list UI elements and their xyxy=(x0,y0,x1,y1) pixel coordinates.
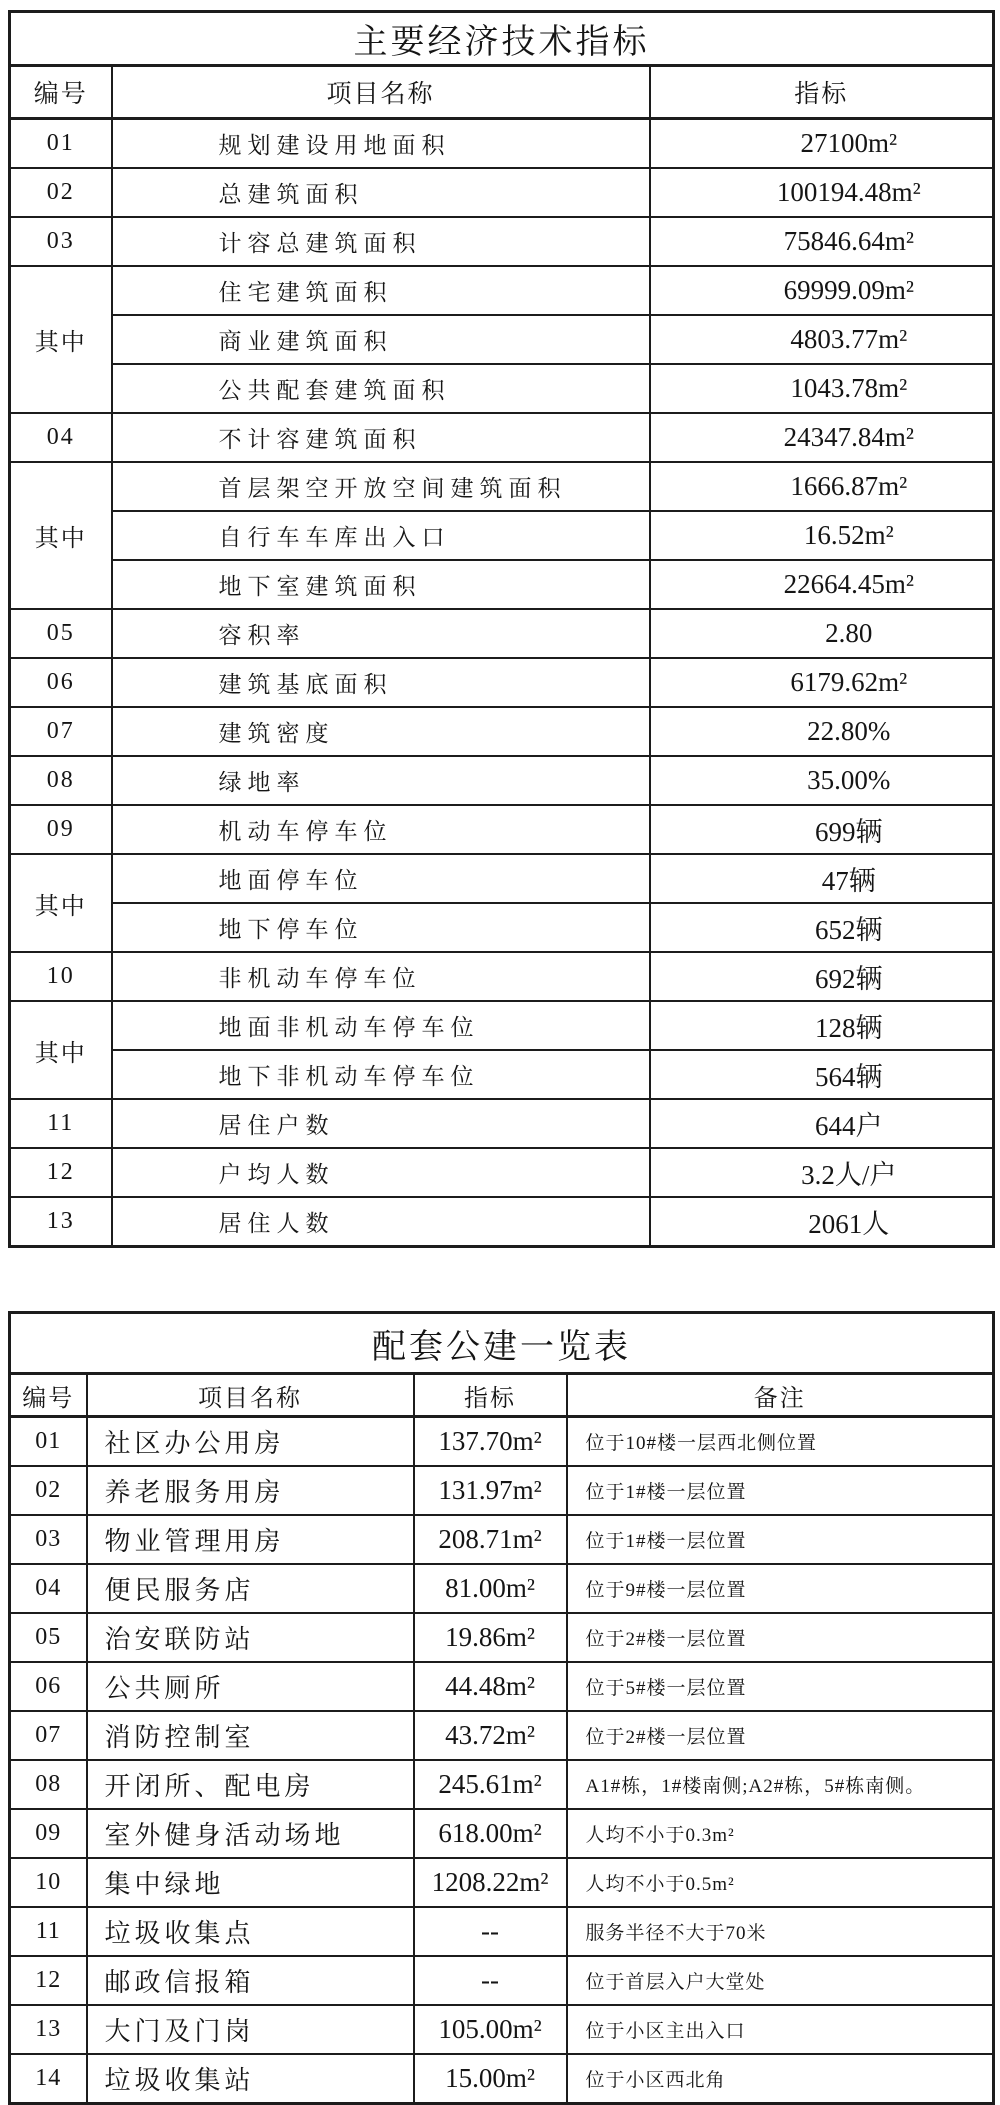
value-cell: 245.61m² xyxy=(414,1760,567,1809)
value-cell: 24347.84m² xyxy=(650,413,994,462)
item-name-cell: 开闭所、配电房 xyxy=(87,1760,414,1809)
row-number-cell: 02 xyxy=(10,1466,87,1515)
table-row xyxy=(10,1466,994,1515)
value-cell: 1666.87m² xyxy=(650,462,994,511)
row-number-cell: 08 xyxy=(10,1760,87,1809)
table-row xyxy=(10,1197,994,1247)
row-number-cell: 09 xyxy=(10,1809,87,1858)
column-header-name: 项目名称 xyxy=(87,1374,414,1417)
table-row xyxy=(10,1099,994,1148)
item-name-cell: 地下停车位 xyxy=(112,903,650,952)
main-indicators-table xyxy=(8,10,995,1248)
item-name-cell: 住宅建筑面积 xyxy=(112,266,650,315)
value-cell: 618.00m² xyxy=(414,1809,567,1858)
item-name-cell: 绿地率 xyxy=(112,756,650,805)
value-cell: 22664.45m² xyxy=(650,560,994,609)
column-header-value: 指标 xyxy=(414,1374,567,1417)
row-number-cell: 其中 xyxy=(10,266,112,413)
value-cell: 564辆 xyxy=(650,1050,994,1099)
table-row xyxy=(10,1417,994,1467)
item-name-cell: 非机动车停车位 xyxy=(112,952,650,1001)
remark-cell: 位于小区西北角 xyxy=(567,2054,994,2104)
value-cell: 81.00m² xyxy=(414,1564,567,1613)
value-cell: 47辆 xyxy=(650,854,994,903)
table-header-row xyxy=(10,1374,994,1417)
value-cell: 1043.78m² xyxy=(650,364,994,413)
value-cell: 131.97m² xyxy=(414,1466,567,1515)
table-row xyxy=(10,1711,994,1760)
item-name-cell: 治安联防站 xyxy=(87,1613,414,1662)
table-row xyxy=(10,1907,994,1956)
table-row xyxy=(10,854,994,903)
table-row xyxy=(10,511,994,560)
table-row xyxy=(10,903,994,952)
item-name-cell: 公共厕所 xyxy=(87,1662,414,1711)
table-row xyxy=(10,1858,994,1907)
remark-cell: 位于2#楼一层位置 xyxy=(567,1613,994,1662)
remark-cell: 位于10#楼一层西北侧位置 xyxy=(567,1417,994,1467)
item-name-cell: 总建筑面积 xyxy=(112,168,650,217)
value-cell: -- xyxy=(414,1907,567,1956)
remark-cell: 位于2#楼一层位置 xyxy=(567,1711,994,1760)
row-number-cell: 11 xyxy=(10,1099,112,1148)
value-cell: 208.71m² xyxy=(414,1515,567,1564)
value-cell: 2.80 xyxy=(650,609,994,658)
value-cell: 137.70m² xyxy=(414,1417,567,1467)
table-header-row xyxy=(10,66,994,119)
table-row xyxy=(10,1809,994,1858)
item-name-cell: 地下非机动车停车位 xyxy=(112,1050,650,1099)
item-name-cell: 社区办公用房 xyxy=(87,1417,414,1467)
remark-cell: 人均不小于0.5m² xyxy=(567,1858,994,1907)
item-name-cell: 地面非机动车停车位 xyxy=(112,1001,650,1050)
item-name-cell: 计容总建筑面积 xyxy=(112,217,650,266)
row-number-cell: 13 xyxy=(10,2005,87,2054)
value-cell: 69999.09m² xyxy=(650,266,994,315)
row-number-cell: 07 xyxy=(10,707,112,756)
table-row xyxy=(10,1564,994,1613)
column-header-no: 编号 xyxy=(10,66,112,119)
table-row xyxy=(10,2005,994,2054)
row-number-cell: 12 xyxy=(10,1148,112,1197)
value-cell: 4803.77m² xyxy=(650,315,994,364)
row-number-cell: 01 xyxy=(10,1417,87,1467)
value-cell: 19.86m² xyxy=(414,1613,567,1662)
table-row xyxy=(10,266,994,315)
table-row xyxy=(10,1613,994,1662)
column-header-remark: 备注 xyxy=(567,1374,994,1417)
column-header-no: 编号 xyxy=(10,1374,87,1417)
row-number-cell: 12 xyxy=(10,1956,87,2005)
table-row xyxy=(10,1050,994,1099)
table1-title: 主要经济技术指标 xyxy=(10,12,994,66)
item-name-cell: 养老服务用房 xyxy=(87,1466,414,1515)
public-facilities-table xyxy=(8,1311,995,2105)
row-number-cell: 03 xyxy=(10,1515,87,1564)
table-row xyxy=(10,364,994,413)
row-number-cell: 09 xyxy=(10,805,112,854)
row-number-cell: 其中 xyxy=(10,462,112,609)
row-number-cell: 04 xyxy=(10,1564,87,1613)
item-name-cell: 建筑密度 xyxy=(112,707,650,756)
item-name-cell: 规划建设用地面积 xyxy=(112,119,650,169)
remark-cell: 位于小区主出入口 xyxy=(567,2005,994,2054)
item-name-cell: 垃圾收集站 xyxy=(87,2054,414,2104)
value-cell: 644户 xyxy=(650,1099,994,1148)
item-name-cell: 大门及门岗 xyxy=(87,2005,414,2054)
item-name-cell: 居住户数 xyxy=(112,1099,650,1148)
value-cell: 128辆 xyxy=(650,1001,994,1050)
row-number-cell: 13 xyxy=(10,1197,112,1247)
item-name-cell: 建筑基底面积 xyxy=(112,658,650,707)
value-cell: 15.00m² xyxy=(414,2054,567,2104)
value-cell: 6179.62m² xyxy=(650,658,994,707)
value-cell: 75846.64m² xyxy=(650,217,994,266)
table-row xyxy=(10,1760,994,1809)
table-row xyxy=(10,707,994,756)
table-row xyxy=(10,413,994,462)
table-title-row xyxy=(10,1313,994,1374)
table-row xyxy=(10,119,994,169)
remark-cell: 位于9#楼一层位置 xyxy=(567,1564,994,1613)
row-number-cell: 05 xyxy=(10,1613,87,1662)
item-name-cell: 自行车车库出入口 xyxy=(112,511,650,560)
remark-cell: 位于1#楼一层位置 xyxy=(567,1466,994,1515)
value-cell: 652辆 xyxy=(650,903,994,952)
row-number-cell: 10 xyxy=(10,952,112,1001)
table-row xyxy=(10,1001,994,1050)
remark-cell: 位于首层入户大堂处 xyxy=(567,1956,994,2005)
table-row xyxy=(10,462,994,511)
column-header-name: 项目名称 xyxy=(112,66,650,119)
item-name-cell: 消防控制室 xyxy=(87,1711,414,1760)
table-row xyxy=(10,168,994,217)
table-row xyxy=(10,805,994,854)
remark-cell: 位于5#楼一层位置 xyxy=(567,1662,994,1711)
table-row xyxy=(10,560,994,609)
item-name-cell: 地面停车位 xyxy=(112,854,650,903)
table-row xyxy=(10,952,994,1001)
item-name-cell: 容积率 xyxy=(112,609,650,658)
value-cell: 100194.48m² xyxy=(650,168,994,217)
row-number-cell: 14 xyxy=(10,2054,87,2104)
item-name-cell: 机动车停车位 xyxy=(112,805,650,854)
value-cell: 43.72m² xyxy=(414,1711,567,1760)
item-name-cell: 物业管理用房 xyxy=(87,1515,414,1564)
row-number-cell: 03 xyxy=(10,217,112,266)
item-name-cell: 垃圾收集点 xyxy=(87,1907,414,1956)
table-row xyxy=(10,2054,994,2104)
value-cell: 44.48m² xyxy=(414,1662,567,1711)
table-row xyxy=(10,609,994,658)
row-number-cell: 其中 xyxy=(10,854,112,952)
remark-cell: A1#栋，1#楼南侧;A2#栋，5#栋南侧。 xyxy=(567,1760,994,1809)
item-name-cell: 户均人数 xyxy=(112,1148,650,1197)
item-name-cell: 公共配套建筑面积 xyxy=(112,364,650,413)
remark-cell: 位于1#楼一层位置 xyxy=(567,1515,994,1564)
row-number-cell: 06 xyxy=(10,658,112,707)
value-cell: 2061人 xyxy=(650,1197,994,1247)
row-number-cell: 02 xyxy=(10,168,112,217)
value-cell: 105.00m² xyxy=(414,2005,567,2054)
item-name-cell: 集中绿地 xyxy=(87,1858,414,1907)
value-cell: 16.52m² xyxy=(650,511,994,560)
item-name-cell: 室外健身活动场地 xyxy=(87,1809,414,1858)
item-name-cell: 居住人数 xyxy=(112,1197,650,1247)
table2-title: 配套公建一览表 xyxy=(10,1313,994,1374)
row-number-cell: 05 xyxy=(10,609,112,658)
document-page xyxy=(0,10,1000,2095)
table-row xyxy=(10,1956,994,2005)
value-cell: 35.00% xyxy=(650,756,994,805)
item-name-cell: 邮政信报箱 xyxy=(87,1956,414,2005)
row-number-cell: 11 xyxy=(10,1907,87,1956)
item-name-cell: 首层架空开放空间建筑面积 xyxy=(112,462,650,511)
row-number-cell: 08 xyxy=(10,756,112,805)
value-cell: 27100m² xyxy=(650,119,994,169)
row-number-cell: 06 xyxy=(10,1662,87,1711)
value-cell: 1208.22m² xyxy=(414,1858,567,1907)
row-number-cell: 其中 xyxy=(10,1001,112,1099)
value-cell: -- xyxy=(414,1956,567,2005)
item-name-cell: 便民服务店 xyxy=(87,1564,414,1613)
value-cell: 692辆 xyxy=(650,952,994,1001)
item-name-cell: 地下室建筑面积 xyxy=(112,560,650,609)
column-header-value: 指标 xyxy=(650,66,994,119)
item-name-cell: 不计容建筑面积 xyxy=(112,413,650,462)
row-number-cell: 07 xyxy=(10,1711,87,1760)
table-row xyxy=(10,756,994,805)
table-row xyxy=(10,658,994,707)
table-row xyxy=(10,1515,994,1564)
table-row xyxy=(10,1662,994,1711)
value-cell: 3.2人/户 xyxy=(650,1148,994,1197)
remark-cell: 服务半径不大于70米 xyxy=(567,1907,994,1956)
table-row xyxy=(10,217,994,266)
value-cell: 699辆 xyxy=(650,805,994,854)
table-title-row xyxy=(10,12,994,66)
table-row xyxy=(10,315,994,364)
row-number-cell: 10 xyxy=(10,1858,87,1907)
row-number-cell: 01 xyxy=(10,119,112,169)
table-row xyxy=(10,1148,994,1197)
item-name-cell: 商业建筑面积 xyxy=(112,315,650,364)
row-number-cell: 04 xyxy=(10,413,112,462)
remark-cell: 人均不小于0.3m² xyxy=(567,1809,994,1858)
value-cell: 22.80% xyxy=(650,707,994,756)
